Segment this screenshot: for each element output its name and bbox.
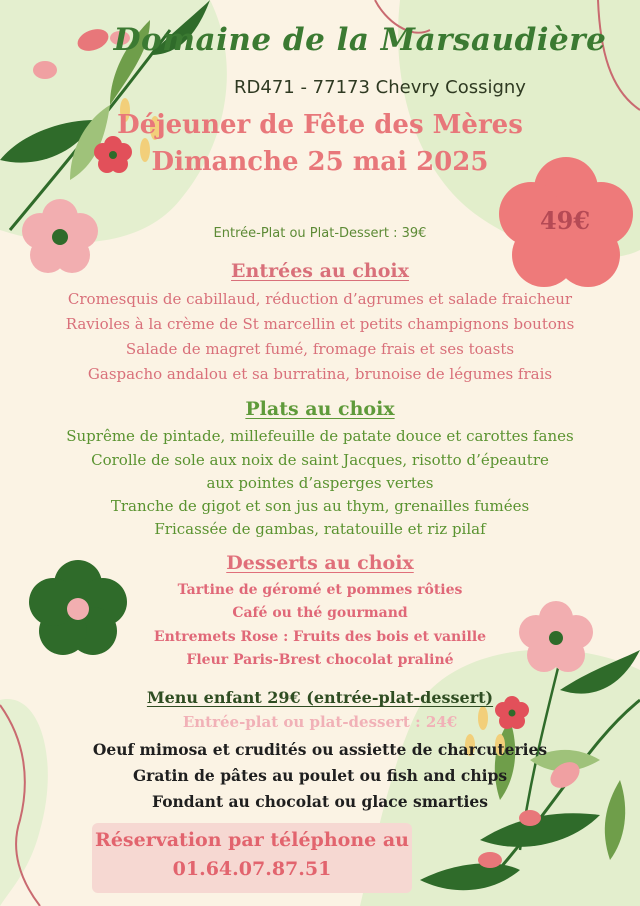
- list-item: Corolle de sole aux noix de saint Jacques, risotto d’épeautre: [91, 451, 549, 469]
- section-title-entrees: Entrées au choix: [231, 260, 409, 282]
- list-item: Tranche de gigot et son jus au thym, grenailles fumées: [110, 497, 530, 515]
- venue-title: Domaine de la Marsaudière: [113, 22, 607, 58]
- bud-pink-2: [33, 61, 57, 79]
- menu-price: 49€: [539, 206, 591, 235]
- reservation-phone[interactable]: 01.64.07.87.51: [172, 858, 332, 880]
- list-item: Café ou thé gourmand: [232, 605, 408, 621]
- list-item: aux pointes d’asperges vertes: [206, 474, 434, 492]
- section-title-desserts: Desserts au choix: [226, 552, 414, 574]
- list-item: Cromesquis de cabillaud, réduction d’agrumes et salade fraicheur: [67, 290, 573, 308]
- kids-menu-price: Entrée-plat ou plat-dessert : 24€: [182, 713, 458, 731]
- event-date: Dimanche 25 mai 2025: [151, 147, 489, 177]
- list-item: Fondant au chocolat ou glace smarties: [152, 792, 488, 811]
- list-item: Gaspacho andalou et sa burratina, brunoise de légumes frais: [87, 365, 553, 383]
- list-item: Suprême de pintade, millefeuille de patate douce et carottes fanes: [66, 427, 574, 445]
- list-item: Fleur Paris-Brest chocolat praliné: [186, 652, 454, 668]
- reservation-label: Réservation par téléphone au: [95, 829, 409, 851]
- list-item: Entremets Rose : Fruits des bois et vanille: [153, 629, 487, 645]
- venue-address: RD471 - 77173 Chevry Cossigny: [234, 77, 526, 98]
- bud-pink-6: [478, 852, 502, 868]
- list-item: Fricassée de gambas, ratatouille et riz pilaf: [154, 520, 486, 538]
- formula-price: Entrée-Plat ou Plat-Dessert : 39€: [213, 226, 427, 241]
- list-item: Salade de magret fumé, fromage frais et ses toasts: [125, 340, 515, 358]
- list-item: Gratin de pâtes au poulet ou fish and chips: [132, 766, 508, 785]
- kids-menu-title: Menu enfant 29€ (entrée-plat-dessert): [146, 688, 494, 707]
- list-item: Oeuf mimosa et crudités ou assiette de charcuteries: [92, 740, 548, 759]
- section-title-plats: Plats au choix: [245, 398, 395, 420]
- list-item: Tartine de géromé et pommes rôties: [177, 582, 463, 598]
- list-item: Ravioles à la crème de St marcellin et petits champignons boutons: [65, 315, 575, 333]
- event-title: Déjeuner de Fête des Mères: [117, 110, 523, 140]
